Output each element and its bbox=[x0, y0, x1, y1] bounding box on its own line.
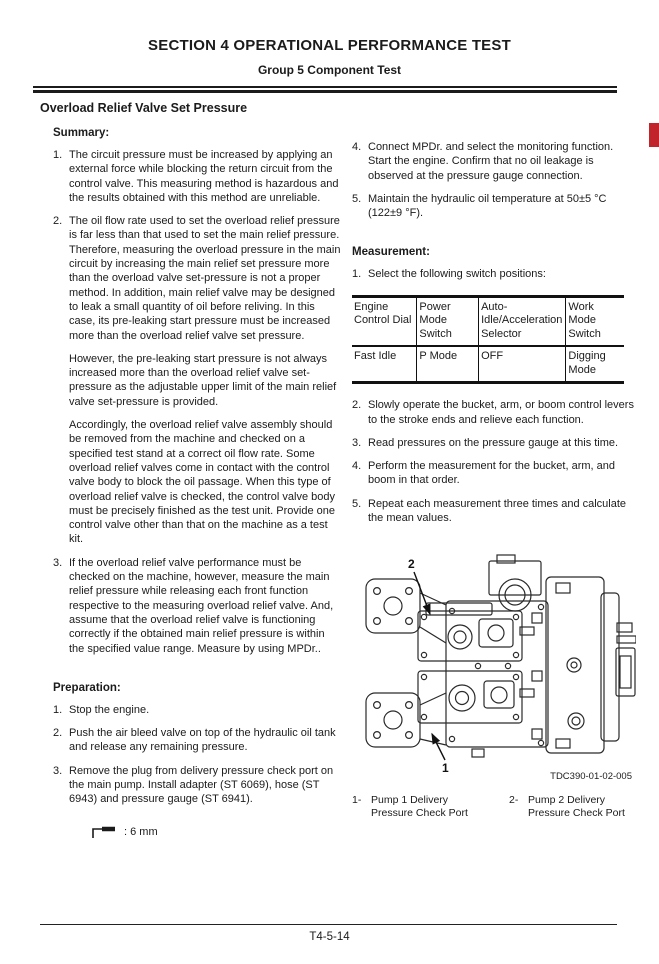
item-text: Stop the engine. bbox=[69, 703, 150, 716]
item-number: 1. bbox=[53, 149, 63, 161]
measurement-item bbox=[352, 267, 636, 281]
table-header-cell: Power Mode Switch bbox=[417, 296, 479, 346]
page-edge-tab bbox=[649, 123, 659, 147]
item-number: 2. bbox=[53, 727, 63, 740]
item-text: Perform the measurement for the bucket, arm, and boom in that order. bbox=[368, 460, 616, 487]
preparation-item bbox=[53, 726, 341, 755]
item-number: 1. bbox=[53, 703, 63, 716]
item-number: 3. bbox=[53, 556, 63, 569]
preparation-item bbox=[352, 140, 636, 183]
table-cell: Digging Mode bbox=[566, 346, 624, 383]
page-title: Overload Relief Valve Set Pressure bbox=[40, 101, 248, 115]
item-number: 4. bbox=[352, 460, 362, 473]
summary-paragraph: Accordingly, the overload relief valve assembly should be removed from the machine and checked on a specified test stand at a correct oil flow rate. Some overload relief valves come in contact with the control valve body to block the oil passage. When this type of overload relief valve is checked, the control valve body must be precisely finished as the test unit. Provide one control valve other than that on the machine as a test kit. bbox=[69, 419, 335, 546]
item-text: Select the following switch positions: bbox=[368, 268, 546, 281]
table-cell: Fast Idle bbox=[354, 350, 397, 363]
legend-number: 1- bbox=[352, 794, 362, 807]
right-column bbox=[352, 127, 636, 820]
item-number: 3. bbox=[352, 436, 362, 449]
legend-number: 2- bbox=[509, 794, 519, 807]
item-number: 3. bbox=[53, 764, 63, 777]
table-header-row bbox=[352, 296, 624, 346]
summary-item bbox=[53, 148, 341, 205]
measurement-item bbox=[352, 459, 636, 488]
wrench-size-label: : 6 mm bbox=[124, 825, 158, 838]
pump-diagram bbox=[360, 553, 636, 775]
item-number: 1. bbox=[352, 268, 362, 281]
legend-item bbox=[509, 794, 636, 820]
table-row bbox=[352, 346, 624, 383]
summary-item bbox=[53, 556, 341, 656]
callout-2-label: 2 bbox=[408, 557, 415, 572]
item-text: Repeat each measurement three times and calculate the mean values. bbox=[368, 497, 627, 525]
pump-figure bbox=[352, 553, 636, 820]
item-number: 5. bbox=[352, 192, 362, 205]
footer-rule bbox=[40, 924, 617, 925]
callout-1-label: 1 bbox=[442, 761, 449, 776]
legend-text: Pump 1 Delivery Pressure Check Port bbox=[371, 794, 468, 820]
figure-legend bbox=[352, 794, 636, 820]
measurement-item bbox=[352, 497, 636, 526]
item-number: 2. bbox=[53, 215, 63, 228]
measurement-heading: Measurement: bbox=[352, 246, 430, 259]
item-text: Push the air bleed valve on top of the hydraulic oil tank and release any remaining pressure. bbox=[69, 727, 336, 754]
item-number: 2. bbox=[352, 399, 362, 412]
item-text: Maintain the hydraulic oil temperature at 50±5 °C (122±9 °F). bbox=[368, 192, 607, 220]
item-text: Connect MPDr. and select the monitoring function. Start the engine. Confirm that no oil leakage is observed at the pressure gauge connection. bbox=[368, 141, 614, 182]
left-column bbox=[53, 127, 341, 839]
switch-position-table bbox=[352, 295, 624, 385]
preparation-item bbox=[352, 192, 636, 221]
measurement-item bbox=[352, 436, 636, 450]
item-text: The oil flow rate used to set the overload relief pressure is far less than that used to set the main relief pressure. Therefore, measuring the overload pressure in the main circuit by increasing the main relief set pressure more than the overload valve set-pressure is not a proper method. In addition, main relief valve may be designed to leak a small quantity of oil before reliving. In this case, its pre-leaking start pressure must be increased more than the overload relief valve set pressure. bbox=[69, 215, 341, 342]
figure-code: TDC390-01-02-005 bbox=[550, 771, 632, 783]
table-header-cell: Work Mode Switch bbox=[566, 296, 624, 346]
preparation-item bbox=[53, 703, 341, 717]
section-title: SECTION 4 OPERATIONAL PERFORMANCE TEST bbox=[148, 37, 511, 54]
table-header-cell: Auto-Idle/Acceleration Selector bbox=[479, 296, 566, 346]
item-text: Remove the plug from delivery pressure check port on the main pump. Install adapter (ST 6069), hose (ST 6943) and pressure gauge (ST 6941). bbox=[69, 764, 334, 806]
item-text: If the overload relief valve performance must be checked on the machine, however, measure the main relief pressure while releasing each front function respective to the measuring overload relief valve. And, assume that the overload relief valve is functioning correctly if the obtained main relief pressure is within the specified value range. Measure by using MPDr.. bbox=[69, 556, 334, 655]
summary-heading: Summary: bbox=[53, 127, 110, 139]
preparation-item bbox=[53, 764, 341, 807]
wrench-size-note bbox=[91, 825, 341, 839]
legend-item bbox=[352, 794, 479, 820]
summary-paragraph: However, the pre-leaking start pressure is not always increased more than the overload relief valve set-pressure as the adjustable upper limit of the main relief valve set-pressure is provided. bbox=[69, 352, 337, 408]
item-number: 5. bbox=[352, 497, 362, 510]
summary-item bbox=[53, 214, 341, 343]
legend-text: Pump 2 Delivery Pressure Check Port bbox=[528, 794, 625, 820]
item-text: Read pressures on the pressure gauge at this time. bbox=[368, 436, 619, 449]
page-number: T4-5-14 bbox=[309, 931, 350, 943]
group-title: Group 5 Component Test bbox=[257, 63, 402, 77]
item-text: The circuit pressure must be increased by applying an external force while blocking the return circuit from the control valve. This measuring method is hazardous and the results obtained with this method are unreliable. bbox=[69, 149, 339, 204]
table-cell: P Mode bbox=[417, 346, 479, 383]
hex-wrench-icon bbox=[91, 825, 117, 839]
item-number: 4. bbox=[352, 141, 362, 153]
measurement-item bbox=[352, 398, 636, 427]
table-cell: OFF bbox=[479, 346, 566, 383]
item-text: Slowly operate the bucket, arm, or boom control levers to the stroke ends and relieve each function. bbox=[368, 399, 634, 426]
header-double-rule bbox=[33, 86, 617, 93]
content-columns bbox=[53, 127, 659, 839]
preparation-heading: Preparation: bbox=[53, 681, 121, 694]
table-header-cell: Engine Control Dial bbox=[352, 296, 417, 346]
